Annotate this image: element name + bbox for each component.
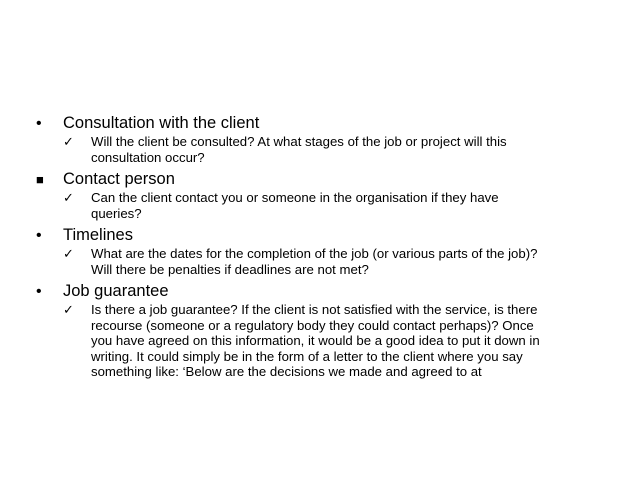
bullet-dot-icon: •: [36, 283, 42, 300]
checkmark-icon: ✓: [63, 190, 74, 205]
bullet-row: [36, 281, 626, 302]
sub-bullet-text: Is there a job guarantee? If the client is not satisfied with the service, is there recourse (someone or a regulatory body they could contact perhaps)? Once you have agreed on this information, it would be a good idea to put it down in writing. It could simply be in the form of a letter to the client where you say something like: ‘Below are the decisions we made and agreed to at: [91, 302, 540, 379]
bullet-heading: Job guarantee: [63, 282, 169, 300]
checkmark-icon: ✓: [63, 246, 74, 261]
sub-bullet-text: What are the dates for the completion of the job (or various parts of the job)? Will there be penalties if deadlines are not met?: [91, 246, 538, 277]
bullet-dot-icon: •: [36, 115, 42, 132]
bullet-row: [36, 169, 626, 190]
bullet-row: [36, 113, 626, 134]
bullet-heading: Timelines: [63, 226, 133, 244]
list-item-timelines: [36, 225, 626, 277]
sub-bullet-row: [63, 190, 626, 221]
list-item-contact-person: [36, 169, 626, 221]
sub-bullet-text: Can the client contact you or someone in the organisation if they have queries?: [91, 190, 499, 221]
checkmark-icon: ✓: [63, 134, 74, 149]
bullet-row: [36, 225, 626, 246]
sub-bullet-row: [63, 302, 626, 380]
bullet-square-icon: ■: [36, 172, 44, 187]
list-item-job-guarantee: [36, 281, 626, 380]
sub-bullet-row: [63, 246, 626, 277]
list-item-consultation: [36, 113, 626, 165]
bullet-dot-icon: •: [36, 227, 42, 244]
bullet-heading: Consultation with the client: [63, 114, 260, 132]
sub-bullet-row: [63, 134, 626, 165]
bullet-list: [36, 113, 626, 380]
bullet-heading: Contact person: [63, 170, 175, 188]
checkmark-icon: ✓: [63, 302, 74, 317]
sub-bullet-text: Will the client be consulted? At what stages of the job or project will this consultation occur?: [91, 134, 507, 165]
